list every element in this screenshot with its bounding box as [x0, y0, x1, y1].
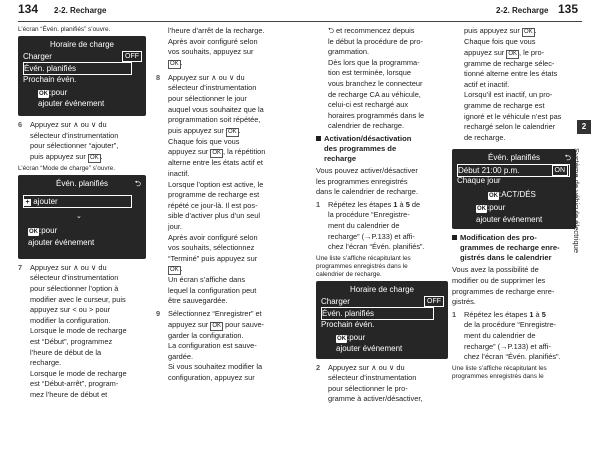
screen-row-evenements-selected: Évén. planifiés	[321, 307, 434, 320]
page-number: 134	[18, 2, 39, 16]
step-number: 1	[316, 199, 321, 209]
screen-title: Horaire de charge	[49, 40, 115, 49]
step-number: 9	[156, 309, 161, 319]
step-text: recharge.	[30, 358, 62, 368]
bullet-square-icon	[316, 136, 321, 141]
chapter-side-label	[572, 148, 596, 318]
step-text: appuyez sur	[168, 319, 209, 329]
step-text: gardée.	[168, 351, 194, 361]
step-text: de	[411, 199, 421, 209]
step-number: 6	[18, 120, 23, 129]
ok-icon: OK	[39, 91, 48, 97]
caption-text: programmes enregistrés dans le	[452, 372, 544, 380]
body-text: puis appuyez sur	[464, 26, 520, 35]
screen-row-prochain: Prochain évén.	[321, 319, 375, 329]
hint-text: :pour	[49, 88, 68, 97]
step-ref: 5	[541, 309, 546, 319]
step-text: inactif.	[168, 168, 190, 178]
step-text: “Terminé” puis appuyez sur	[168, 253, 258, 263]
step-text: Lorsque le mode de recharge	[30, 326, 127, 336]
step-ref: 1	[393, 199, 398, 209]
step-2	[316, 363, 448, 405]
screen-ok-hint	[488, 189, 571, 200]
caption	[316, 255, 448, 279]
screen-hint-line2: ajouter événement	[336, 343, 403, 353]
caption-text: calendrier de recharge.	[316, 270, 382, 278]
ok-line: OK .	[170, 57, 183, 67]
paragraph	[316, 166, 448, 198]
step-text: Sélectionnez “Enregistrer” et	[168, 309, 262, 319]
screen-evenements-planifies	[18, 175, 146, 259]
row-time: 21:00 p.m.	[481, 166, 520, 176]
body-text: vous branchez le connecteur	[328, 78, 423, 88]
step-text: mez l’heure de début et	[30, 389, 108, 399]
step-text: Appuyez sur ∧ ou ∨ du	[30, 120, 107, 129]
step-text: modifier avec le curseur, puis	[30, 294, 126, 304]
heading-text: Modification des pro-	[460, 233, 537, 243]
step-text	[328, 200, 448, 211]
section-heading	[316, 134, 448, 164]
side-label-text: Système de véhicule électrique	[572, 148, 581, 254]
ok-icon: OK	[29, 228, 38, 235]
screen-row-evenements-selected: Évén. planifiés	[23, 62, 132, 75]
step-number: 1	[452, 309, 457, 319]
body-text: calendrier de recharge.	[328, 121, 405, 131]
step-text: chez l’écran “Évén. planifiés”.	[328, 242, 425, 252]
step-text-ok	[168, 320, 286, 331]
page-number: 135	[558, 2, 579, 16]
step-text: modifier la configuration.	[30, 315, 111, 325]
step-text: , la répétition	[223, 147, 266, 157]
body-text: actif et inactif.	[464, 79, 510, 89]
screen-hint-line3: ajouter événement	[476, 215, 543, 225]
ok-icon: OK	[89, 154, 99, 161]
caption	[452, 365, 576, 381]
body-text: de recharge.	[464, 132, 506, 142]
step-text-ok: puis appuyez sur OK .	[168, 125, 241, 135]
chapter-header: 2-2. Recharge	[54, 6, 107, 15]
step-text: sélecteur d’instrumentation	[30, 130, 119, 140]
body-text: Vous avez la possibilité de	[452, 265, 539, 275]
step-text: alterne entre les états actif et	[168, 158, 263, 168]
screen-ok-hint-2	[476, 202, 571, 213]
step-8	[156, 73, 286, 307]
body-text: le début la procédure de pro-	[328, 36, 423, 46]
header-rule	[18, 21, 300, 22]
body-text: Après avoir configuré selon	[168, 36, 258, 46]
back-icon: ⮌	[564, 153, 571, 163]
intro-text	[316, 26, 448, 132]
intro-text	[452, 26, 576, 143]
ok-icon: OK	[523, 29, 533, 35]
step-text: sélecteur d’instrumentation	[168, 83, 257, 93]
step-text: Lorsque l’option est active, le	[168, 179, 264, 189]
caption-text: Une liste s’affiche récapitulant les	[452, 364, 547, 372]
heading-text: gistrés dans le calendrier	[460, 253, 552, 263]
step-text: ment du calendrier de	[328, 220, 400, 230]
back-icon: ⮌	[134, 178, 141, 188]
step-ref: 1	[529, 309, 534, 319]
step-text: Chaque fois que vous	[168, 136, 240, 146]
step-text: gramme à activer/désactiver,	[328, 394, 423, 404]
toggle-off: OFF	[122, 51, 142, 62]
step-text: appuyez sur < ou > pour	[30, 305, 111, 315]
step-text: Appuyez sur ∧ ou ∨ du	[168, 72, 245, 82]
step-text: chez l’écran “Évén. planifiés”.	[464, 352, 561, 362]
hint-text: :pour	[39, 225, 58, 235]
hint-text: :ACT/DÉS	[499, 190, 536, 200]
step-text: Appuyez sur ∧ ou ∨ du	[328, 362, 405, 372]
step-text: appuyez sur	[168, 147, 209, 157]
step-text: de la procédure “Enregistre-	[464, 320, 557, 330]
ok-icon: OK	[508, 50, 517, 57]
body-text: gistrés.	[452, 297, 476, 307]
body-text: Chaque fois que vous	[464, 37, 536, 46]
hint-text: :pour	[347, 332, 366, 342]
body-text: grammation.	[328, 47, 370, 57]
body-text: l’heure d’arrêt de la recharge.	[168, 26, 265, 35]
step-text: la procédure “Enregistre-	[328, 210, 410, 220]
heading-text: grammes de recharge enre-	[460, 243, 560, 253]
right-column-1	[316, 26, 448, 407]
step-9	[156, 309, 286, 384]
step-1	[316, 200, 448, 253]
intro-text	[156, 26, 286, 69]
screen-row-charger: Charger	[321, 296, 350, 306]
body-text: gramme de recharge sélec-	[464, 58, 555, 68]
ok-icon: OK	[212, 150, 221, 157]
step-text-ok: puis appuyez sur OK .	[30, 151, 103, 161]
step-text: pour sauve-	[225, 319, 265, 329]
step-text: recharge” (→P.133) et affi-	[464, 341, 551, 351]
screen-ok-hint	[28, 225, 141, 236]
body-text: modifier ou de supprimer les	[452, 275, 546, 285]
body-text: rechargé selon le calendrier	[464, 122, 556, 132]
body-text: ignoré et le véhicule n’est pas	[464, 111, 562, 121]
step-text: jour.	[168, 221, 182, 231]
step-text: puis appuyez sur	[168, 125, 224, 135]
ok-line: OK .	[170, 264, 183, 274]
step-7	[18, 263, 146, 401]
screen-row-chaque-jour: Chaque jour	[457, 176, 501, 186]
step-text: Après avoir configuré selon	[168, 232, 258, 242]
screen-row-ajouter-selected	[23, 195, 132, 208]
ok-icon: OK	[489, 193, 498, 200]
step-text: Lorsque le mode de recharge	[30, 368, 127, 378]
body-text: horaires programmés dans le	[328, 110, 425, 120]
screen-row-prochain: Prochain évén.	[23, 75, 77, 84]
step-text: Si vous souhaitez modifier la	[168, 362, 263, 372]
row-label: ajouter	[33, 196, 58, 206]
step-text: programme de recharge est	[168, 190, 260, 200]
step-text: l’heure de début de la	[30, 347, 102, 357]
right-page	[300, 0, 600, 450]
back-icon: ⮌	[328, 26, 334, 35]
step-text: sélecteur d’instrumentation	[328, 373, 417, 383]
caption-text: Une liste s’affiche récapitulant les	[316, 254, 411, 262]
step-text: à	[399, 199, 404, 209]
body-text: Dès lors que la programma-	[328, 57, 420, 67]
screen-hint-line2: ajouter événement	[28, 237, 95, 247]
body-text: tionné alterne entre les états	[464, 69, 558, 79]
step-text: sélecteur d’instrumentation	[30, 273, 119, 283]
body-text: dans le calendrier de recharge.	[316, 187, 418, 197]
body-text: gramme de recharge est	[464, 100, 545, 110]
row-label: Charger	[23, 52, 52, 61]
step-text: répété ce jour-là. Il est pos-	[168, 200, 258, 210]
body-text: Lorsqu’il est inactif, un pro-	[464, 90, 553, 100]
step-1	[452, 310, 576, 363]
step-text: Répétez les étapes	[328, 199, 392, 209]
body-text: Vous pouvez activer/désactiver	[316, 165, 418, 175]
body-text	[328, 26, 448, 37]
chevron-down-icon: ⌄	[76, 212, 82, 220]
body-text: de recharge CA au véhicule,	[328, 89, 421, 99]
step-text: est “Début”, programmez	[30, 336, 113, 346]
toggle-on: ON	[552, 165, 569, 176]
step-text: pour sélectionner “ajouter”,	[30, 141, 119, 151]
screen-horaire-de-charge	[316, 281, 448, 359]
paragraph	[452, 265, 576, 307]
step-text: vos souhaits, sélectionnez	[168, 243, 255, 253]
step-text: auquel vous souhaitez que la	[168, 104, 264, 114]
bullet-square-icon	[452, 235, 457, 240]
step-text: configuration, appuyez sur	[168, 373, 255, 383]
ok-icon: OK	[227, 128, 237, 135]
step-text: garder la configuration.	[168, 330, 244, 340]
step-text	[464, 310, 576, 321]
ok-icon: OK	[170, 267, 179, 274]
step-number: 7	[18, 262, 23, 272]
caption-text: programmes enregistrés dans le	[316, 262, 408, 270]
step-number: 2	[316, 362, 321, 372]
plus-icon: +	[25, 198, 30, 206]
step-number: 8	[156, 72, 161, 82]
screen-evenements-planifies	[452, 149, 576, 229]
caption: L’écran “Évén. planifiés” s’ouvre.	[18, 26, 111, 33]
step-6	[18, 120, 146, 163]
screen-ok-hint	[38, 87, 141, 98]
chapter-header: 2-2. Recharge	[496, 6, 549, 15]
step-text: pour sélectionner l’option à	[30, 283, 119, 293]
step-text: programmation soit répétée,	[168, 115, 261, 125]
body-text: tion est terminée, lorsque	[328, 68, 411, 78]
body-text: et recommencez depuis	[335, 26, 415, 35]
step-text: être sauvegardée.	[168, 296, 228, 306]
screen-ok-hint	[336, 332, 443, 343]
step-text: lequel la configuration peut	[168, 285, 257, 295]
step-text-ok	[168, 147, 286, 158]
row-label: Début	[458, 166, 480, 176]
heading-text: recharge	[324, 153, 357, 163]
step-text: puis appuyez sur	[30, 151, 86, 161]
screen-title: Évén. planifiés	[487, 153, 541, 163]
step-text: est “Début-arrêt”, program-	[30, 379, 119, 389]
screen-title: Horaire de charge	[349, 284, 415, 294]
left-column-1	[18, 26, 146, 403]
body-text: , le pro-	[519, 47, 545, 57]
caption: L’écran “Mode de charge” s’ouvre.	[18, 164, 115, 172]
left-column-2	[156, 26, 286, 386]
hint-text: :pour	[487, 203, 506, 213]
ok-icon: OK	[337, 335, 346, 342]
body-text	[464, 48, 576, 59]
step-text: Un écran s’affiche dans	[168, 275, 246, 285]
screen-hint-line2: ajouter événement	[38, 99, 105, 108]
body-text: vos souhaits, appuyez sur	[168, 47, 254, 57]
body-text: les programmes enregistrés	[316, 176, 408, 186]
body-text: puis appuyez sur OK .	[464, 26, 537, 35]
heading-text: Activation/désactivation	[324, 133, 412, 143]
section-heading	[452, 233, 576, 263]
heading-text: des programmes de	[324, 143, 397, 153]
screen-title: Évén. planifiés	[55, 178, 109, 188]
step-text: Répétez les étapes	[464, 309, 528, 319]
ok-icon: OK	[477, 206, 486, 213]
toggle-off: OFF	[424, 296, 444, 307]
right-column-2	[452, 26, 576, 383]
step-text: pour sélectionner le jour	[168, 93, 247, 103]
step-text: pour sélectionner le pro-	[328, 383, 408, 393]
chapter-tab: 2	[577, 120, 591, 134]
step-text: sible d’activer plus d’un seul	[168, 211, 261, 221]
body-text: celui-ci est rechargé aux	[328, 100, 409, 110]
screen-horaire-de-charge	[18, 36, 146, 116]
header-rule	[300, 21, 582, 22]
step-text: Appuyez sur ∧ ou ∨ du	[30, 262, 107, 272]
ok-icon: OK	[170, 60, 179, 67]
step-text: à	[535, 309, 540, 319]
step-text: La configuration est sauve-	[168, 341, 257, 351]
step-text: recharge” (→P.133) et affi-	[328, 231, 415, 241]
body-text: appuyez sur	[464, 47, 505, 57]
step-text: ment du calendrier de	[464, 330, 536, 340]
body-text: programmes de recharge enre-	[452, 286, 555, 296]
ok-icon: OK	[212, 322, 221, 329]
step-ref: 5	[405, 199, 410, 209]
